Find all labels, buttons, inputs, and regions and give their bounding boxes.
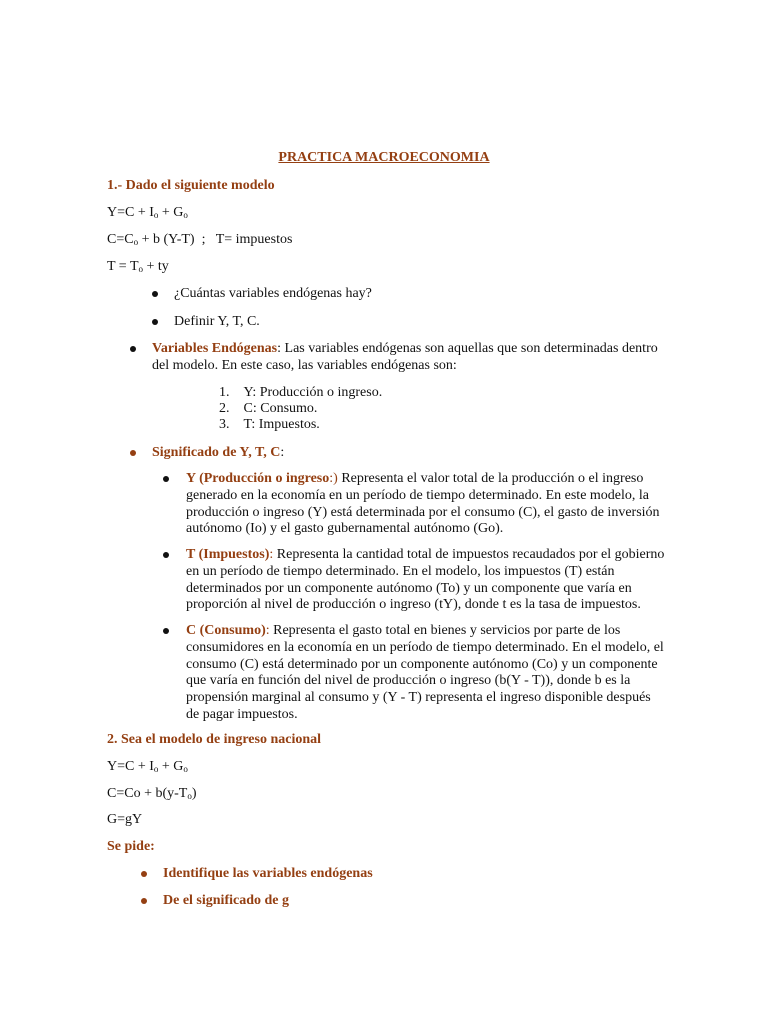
- document-title: PRACTICA MACROECONOMIA: [278, 150, 490, 165]
- q1-equation-c: $C=C_o + b$ (Y-T) ; T= impuestos: [107, 232, 293, 247]
- bullet-icon: [152, 319, 158, 325]
- q1-question-2: Definir Y, T, C.: [174, 314, 260, 329]
- q2-task-2: De el significado de g: [163, 893, 289, 908]
- q1-question-1: ¿Cuántas variables endógenas hay?: [174, 286, 372, 301]
- q2-task-1: Identifique las variables endógenas: [163, 866, 373, 881]
- bullet-icon: [163, 552, 169, 558]
- q2-heading: 2. Sea el modelo de ingreso nacional: [107, 732, 322, 747]
- q1-equation-t: $T = T_o$ + ty: [107, 259, 169, 274]
- bullet-icon: [141, 898, 147, 904]
- q2-ask: Se pide:: [107, 839, 155, 854]
- q1-heading: 1.- Dado el siguiente modelo: [107, 178, 275, 193]
- bullet-icon: [130, 346, 136, 352]
- list-item: 3. T: Impuestos.: [219, 417, 320, 432]
- meaning-item-y: Y (Producción o ingreso:) Representa el valor total de la producción o el ingreso generado en la economía en un período de tiempo determinado. En este modelo, la producción o ingreso (Y) está determinada por el consumo (C), el gasto de inversión autónomo (Io) y el gasto gubernamental autónomo (Go).: [186, 471, 660, 537]
- meaning-item-c: C (Consumo): Representa el gasto total en bienes y servicios por parte de los consumidores en la economía en un período de tiempo determinado. En el modelo, el consumo (C) está determinado por un componente autónomo (Co) y un componente que varía en función del nivel de producción o ingreso (b(Y - T)), donde b es la propensión marginal al consumo y (Y - T) representa el ingreso disponible después de pagar impuestos.: [186, 623, 664, 722]
- list-item: 2. C: Consumo.: [219, 401, 318, 416]
- endogenous-paragraph: Variables Endógenas: Las variables endógenas son aquellas que son determinadas dentro del modelo. En este caso, las variables endógenas son:: [152, 341, 658, 373]
- bullet-icon: [141, 871, 147, 877]
- list-item: 1. Y: Producción o ingreso.: [219, 385, 383, 400]
- bullet-icon: [152, 291, 158, 297]
- q2-equation-c: $C=Co + b(y-T_o)$: [107, 786, 197, 801]
- meaning-heading: Significado de Y, T, C:: [152, 445, 285, 460]
- q1-equation-y: $Y=C + I_o + G_o$: [107, 205, 188, 220]
- q2-equation-g: G=gY: [107, 812, 143, 827]
- bullet-icon: [163, 476, 169, 482]
- q2-equation-y: $Y=C + I_o + G_o$: [107, 759, 188, 774]
- bullet-icon: [163, 628, 169, 634]
- bullet-icon: [130, 450, 136, 456]
- meaning-item-t: T (Impuestos): Representa la cantidad total de impuestos recaudados por el gobierno en un período de tiempo determinado. En el modelo, los impuestos (T) están determinados por un componente autónomo (To) y un componente que varía en proporción al nivel de producción o ingreso (tY), donde t es la tasa de impuestos.: [186, 547, 665, 613]
